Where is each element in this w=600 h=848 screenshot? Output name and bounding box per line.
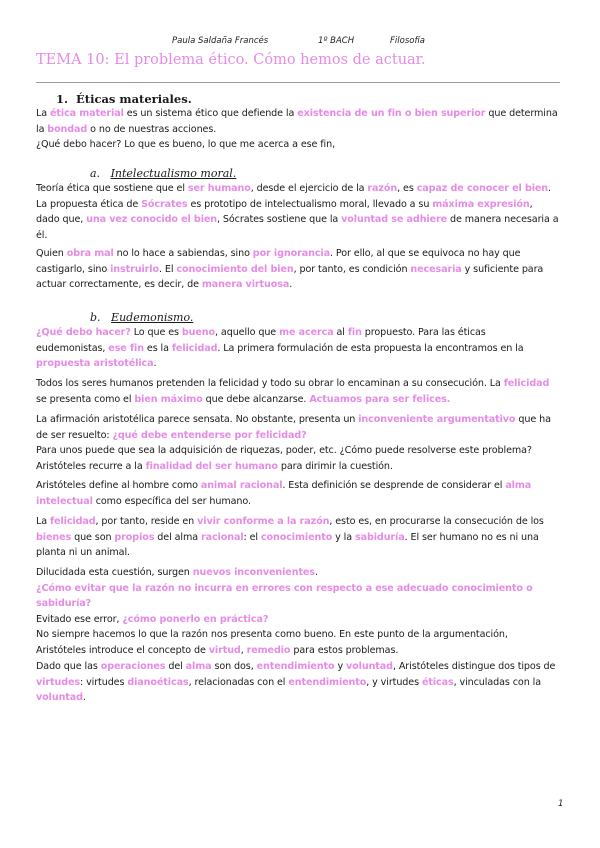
text-line (36, 612, 576, 628)
text-line: ¿Qué debo hacer? Lo que es bueno, lo que me acerca a ese fin, (36, 139, 336, 151)
text-run: como específica del ser humano. (92, 495, 251, 507)
header-author: Paula Saldaña Francés (172, 36, 269, 46)
text-run: para dirimir la cuestión. (277, 460, 393, 472)
text-line (36, 428, 576, 444)
paragraph-eudemonismo (36, 325, 576, 372)
highlight-term: sabiduría (354, 531, 405, 543)
highlight-term: entendimiento (256, 661, 335, 672)
highlight-term: voluntad se adhiere (341, 214, 448, 226)
highlight-term: ¿Qué debo hacer? (36, 327, 131, 338)
highlight-term: bien máximo (134, 393, 203, 405)
text-run: Evitado ese error, (36, 613, 123, 625)
text-line (36, 514, 576, 530)
highlight-term: necesaria (410, 263, 462, 275)
highlight-term: una vez conocido el bien (86, 214, 218, 226)
page-number: 1 (558, 799, 564, 809)
highlight-term: ética material (49, 108, 124, 119)
highlight-term: Sócrates (141, 198, 188, 210)
text-line: planta ni un animal. (36, 547, 130, 559)
text-run: , y virtudes (366, 676, 422, 688)
highlight-term: existencia de un fin o bien superior (297, 108, 486, 119)
text-line (36, 392, 576, 408)
text-line (36, 530, 576, 546)
paragraph-etica-material (36, 106, 576, 153)
paragraph-felicidad (36, 376, 576, 407)
paragraph-nuevos-inconvenientes (36, 565, 576, 659)
highlight-term: bueno (181, 327, 216, 338)
highlight-term: entendimiento (288, 676, 367, 688)
paragraph-afirmacion (36, 412, 576, 474)
section-title: Éticas materiales. (76, 92, 192, 106)
text-run: , desde el ejercicio de la (250, 183, 368, 194)
highlight-term: finalidad del ser humano (145, 460, 278, 472)
header-subject: Filosofía (390, 36, 426, 46)
text-run: propuesto. Para las éticas (361, 327, 486, 338)
subsection-letter: a. (90, 167, 101, 180)
subsection-title: Eudemonismo. (111, 311, 194, 324)
text-run: . Esta definición se desprende de considerar el (282, 480, 506, 491)
paragraph-intelectualismo (36, 181, 576, 243)
text-run: Lo que es (130, 327, 182, 338)
text-run: , Sócrates sostiene que la (217, 214, 342, 226)
highlight-term: virtudes (36, 676, 80, 688)
text-line (36, 246, 576, 262)
highlight-term: éticas (421, 676, 454, 688)
text-line (36, 690, 576, 706)
highlight-term: instruirlo (110, 263, 159, 275)
highlight-term: ser humano (187, 183, 251, 194)
highlight-term: vivir conforme a la razón (197, 516, 330, 527)
text-run: castigarlo, sino (36, 263, 111, 275)
text-run: de ser resuelto: (36, 429, 113, 441)
highlight-term: me acerca (279, 327, 334, 338)
text-line: Para unos puede que sea la adquisición de riquezas, poder, etc. ¿Cómo puede resolverse este problema? (36, 445, 532, 457)
text-run: Dado que las (36, 661, 101, 672)
section-heading (56, 92, 192, 106)
text-run: , Aristóteles distingue dos tipos de (392, 661, 556, 672)
text-line (36, 565, 576, 581)
text-run: que debe alcanzarse. (202, 393, 310, 405)
highlight-term: alma (505, 480, 532, 491)
text-run: que ha (515, 414, 551, 425)
text-line (36, 356, 576, 372)
text-run: , (529, 198, 533, 210)
highlight-term: manera virtuosa (201, 279, 290, 291)
text-run: , vinculadas con la (453, 676, 541, 688)
text-line (36, 341, 576, 357)
highlight-term: felicidad (49, 516, 96, 527)
paragraph-animal-racional (36, 478, 576, 509)
highlight-line: ¿Cómo evitar que la razón no incurra en errores con respecto a ese adecuado conocimiento o (36, 582, 533, 594)
text-run: . (82, 692, 86, 704)
text-run: La (36, 108, 50, 119)
highlight-term: felicidad (503, 378, 550, 389)
paragraph-virtudes (36, 659, 576, 706)
header-course: 1º BACH (318, 36, 355, 46)
highlight-term: Actuamos para ser felices. (309, 393, 451, 405)
highlight-term: propuesta aristotélica (36, 358, 154, 370)
subsection-heading-b (90, 311, 193, 324)
text-run: , (240, 644, 247, 656)
highlight-term: felicidad (171, 342, 218, 354)
text-run: : el (243, 531, 261, 543)
text-run: La propuesta ética de (36, 198, 142, 210)
highlight-term: razón (367, 183, 398, 194)
text-line (36, 212, 576, 228)
subsection-title: Intelectualismo moral. (110, 167, 237, 180)
text-run: la (36, 123, 48, 135)
text-run: , por tanto, es condición (293, 263, 411, 275)
highlight-term: por ignorancia (252, 248, 330, 259)
text-line (36, 643, 576, 659)
text-run: . (548, 183, 551, 194)
text-run: eudemonistas, (36, 342, 109, 354)
highlight-line: sabiduría? (36, 598, 92, 610)
text-run: es la (143, 342, 172, 354)
text-run: : virtudes (79, 676, 128, 688)
text-run: que son (71, 531, 115, 543)
text-run: se presenta como el (36, 393, 135, 405)
page-header (0, 36, 600, 50)
section-number: 1. (56, 92, 69, 106)
text-line (36, 412, 576, 428)
highlight-term: virtud (208, 644, 241, 656)
text-run: actuar correctamente, es decir, de (36, 279, 202, 291)
subsection-letter: b. (90, 311, 101, 324)
text-run: . (314, 567, 318, 578)
text-run: del (165, 661, 186, 672)
text-run: . El (158, 263, 177, 275)
text-run: es un sistema ético que defiende la (123, 108, 298, 119)
highlight-term: obra mal (66, 248, 114, 259)
text-run: son dos, (211, 661, 257, 672)
text-line (36, 325, 576, 341)
highlight-term: alma (185, 661, 212, 672)
text-run: Aristóteles define al hombre como (36, 480, 201, 491)
text-run: , relacionadas con el (188, 676, 289, 688)
highlight-term: máxima expresión (432, 198, 530, 210)
text-run: que determina (485, 108, 558, 119)
text-line (36, 659, 576, 675)
subsection-heading-a (90, 167, 236, 180)
text-run: , es (397, 183, 417, 194)
highlight-term: fin (347, 327, 362, 338)
highlight-term: operaciones (100, 661, 166, 672)
highlight-term: voluntad (346, 661, 393, 672)
highlight-term: remedio (246, 644, 291, 656)
text-run: La afirmación aristotélica parece sensata. No obstante, presenta un (36, 414, 359, 425)
text-run: Quien (36, 248, 67, 259)
highlight-term: animal racional (200, 480, 283, 491)
text-line: No siempre hacemos lo que la razón nos presenta como bueno. En este punto de la argumentación, (36, 629, 508, 641)
text-line (36, 277, 576, 293)
highlight-term: ¿cómo ponerlo en práctica? (122, 613, 269, 625)
text-line (36, 181, 576, 197)
text-run: no lo hace a sabiendas, sino (113, 248, 253, 259)
highlight-term: dianoéticas (127, 676, 189, 688)
text-run: al (333, 327, 348, 338)
text-run: y (334, 661, 347, 672)
text-run: . (289, 279, 293, 291)
highlight-term: conocimiento del bien (176, 263, 294, 275)
text-run: del alma (154, 531, 201, 543)
text-line (36, 197, 576, 213)
text-run: o no de nuestras acciones. (87, 123, 217, 135)
text-run: Aristóteles introduce el concepto de (36, 644, 209, 656)
text-run: . (153, 358, 157, 370)
text-run: Todos los seres humanos pretenden la felicidad y todo su obrar lo encaminan a su consecución. La (36, 378, 504, 389)
text-run: para estos problemas. (290, 644, 399, 656)
highlight-term: ese fin (108, 342, 144, 354)
page-title: TEMA 10: El problema ético. Cómo hemos de actuar. (36, 52, 426, 68)
text-line (36, 478, 576, 494)
text-line (36, 459, 576, 475)
text-line (36, 122, 576, 138)
text-run: . Por ello, al que se equivoca no hay que (330, 248, 521, 259)
text-run: de manera necesaria a (447, 214, 559, 226)
highlight-term: nuevos inconvenientes (192, 567, 315, 578)
highlight-term: propios (114, 531, 155, 543)
text-run: , por tanto, reside en (95, 516, 198, 527)
text-run: La (36, 516, 50, 527)
text-run: y la (332, 531, 355, 543)
text-line (36, 494, 576, 510)
highlight-term: bondad (47, 123, 88, 135)
text-run: . La primera formulación de esta propuesta la encontramos en la (217, 342, 524, 354)
text-run: dado que, (36, 214, 87, 226)
text-line (36, 376, 576, 392)
text-run: Teoría ética que sostiene que el (36, 183, 188, 194)
title-divider (36, 82, 560, 83)
highlight-term: voluntad (36, 692, 83, 704)
highlight-term: conocimiento (260, 531, 333, 543)
highlight-term: ¿qué debe entenderse por felicidad? (112, 429, 307, 441)
highlight-term: capaz de conocer el bien (416, 183, 549, 194)
text-line (36, 675, 576, 691)
paragraph-obra-mal (36, 246, 576, 293)
text-run: y suficiente para (461, 263, 544, 275)
text-run: es prototipo de intelectualismo moral, llevado a su (187, 198, 433, 210)
text-line (36, 106, 576, 122)
paragraph-vivir-razon (36, 514, 576, 561)
text-run: , esto es, en procurarse la consecución de los (329, 516, 544, 527)
text-run: Dilucidada esta cuestión, surgen (36, 567, 193, 578)
text-line (36, 262, 576, 278)
highlight-term: bienes (36, 531, 72, 543)
highlight-term: racional (200, 531, 244, 543)
text-run: . El ser humano no es ni una (404, 531, 539, 543)
text-run: , aquello que (215, 327, 280, 338)
text-run: Aristóteles recurre a la (36, 460, 146, 472)
highlight-term: intelectual (36, 495, 93, 507)
highlight-term: inconveniente argumentativo (358, 414, 516, 425)
text-line: él. (36, 229, 48, 241)
